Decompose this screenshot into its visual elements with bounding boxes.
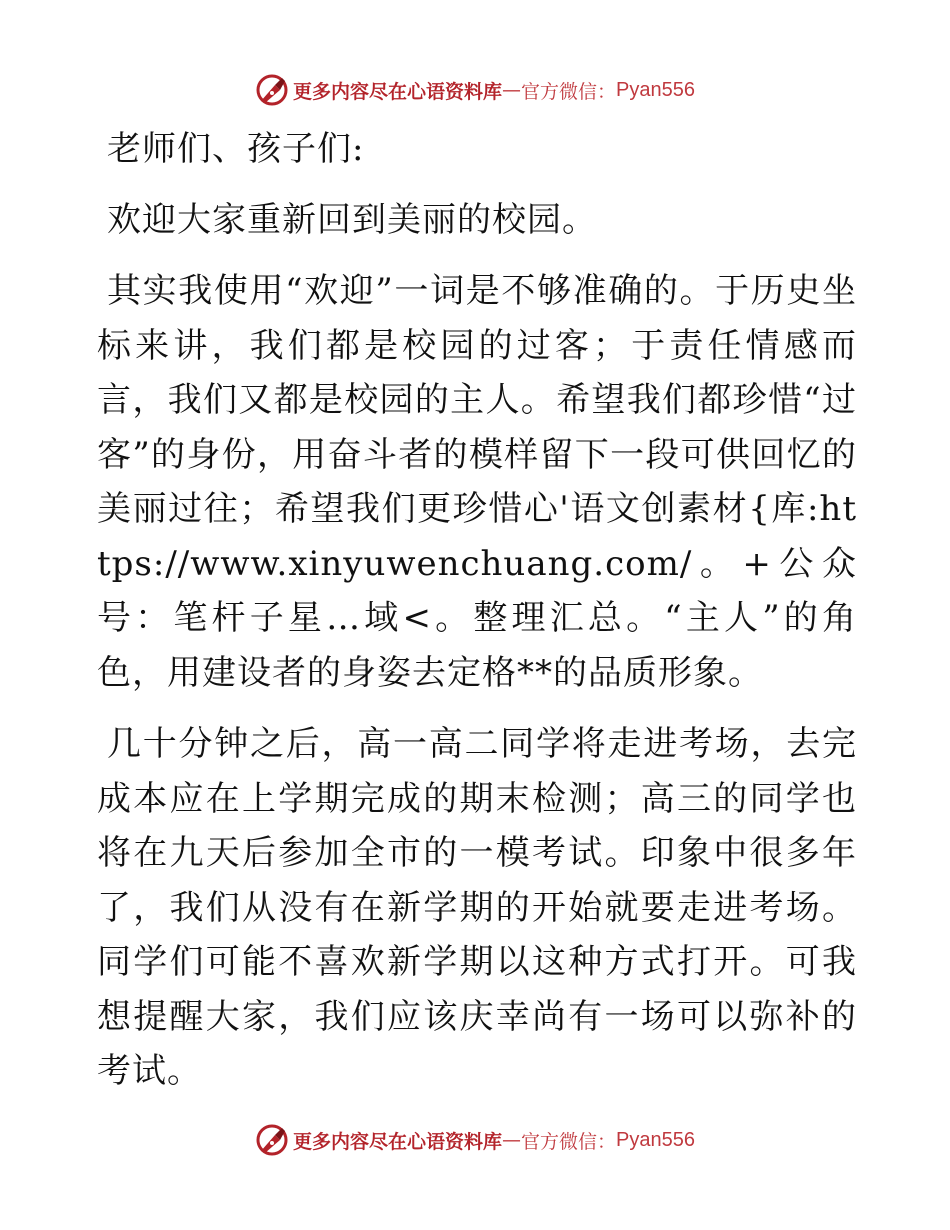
header-dash: — — [502, 79, 522, 101]
salutation: 老师们、孩子们: — [107, 129, 365, 169]
header-contact-label: 官方微信： — [521, 80, 617, 103]
header-banner — [0, 70, 950, 110]
paragraph-1: 欢迎大家重新回到美丽的校园。 — [107, 199, 597, 240]
paragraph-2: 其实我使用“欢迎”一词是不够准确的。于历史坐标来讲，我们都是校园的过客；于责任情感而言，我们又都是校园的主人。希望我们都珍惜“过客”的身份，用奋斗者的模样留下一段可供回忆的美丽过往；希望我们更珍惜心'语文创素材{库:https://www.xinyuwenchuang.com/。+公众号：笔杆子星…域<。整理汇总。“主人”的角色，用建设者的身姿去定格**的品质形象。 — [97, 271, 857, 693]
footer-dash: — — [502, 1129, 522, 1151]
footer-contact-id: Pyan556 — [616, 1128, 695, 1151]
header-contact-id: Pyan556 — [616, 78, 695, 101]
footer-banner — [0, 1120, 950, 1160]
header-slogan: 更多内容尽在心语资料库 — [293, 80, 503, 103]
pen-nib-logo-icon — [255, 1123, 289, 1157]
document-body — [97, 122, 857, 1099]
footer-slogan: 更多内容尽在心语资料库 — [293, 1130, 503, 1153]
paragraph-3: 几十分钟之后，高一高二同学将走进考场，去完成本应在上学期完成的期末检测；高三的同学也将在九天后参加全市的一模考试。印象中很多年了，我们从没有在新学期的开始就要走进考场。同学们可能不喜欢新学期以这种方式打开。可我想提醒大家，我们应该庆幸尚有一场可以弥补的考试。 — [97, 724, 857, 1091]
footer-contact-label: 官方微信： — [521, 1130, 617, 1153]
pen-nib-logo-icon — [255, 73, 289, 107]
